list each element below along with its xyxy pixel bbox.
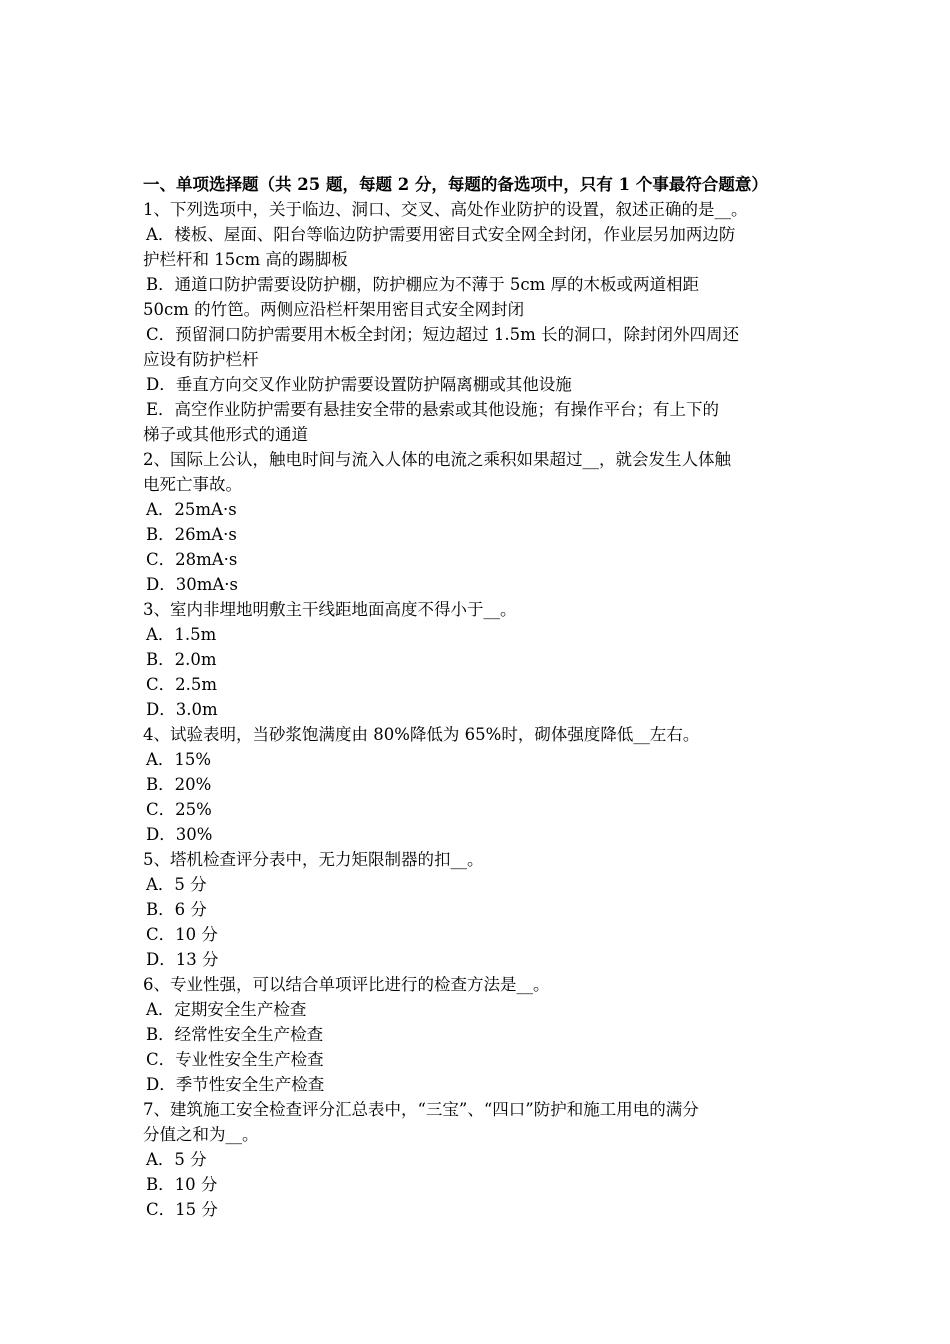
option-b: B．26mA·s [146, 525, 237, 544]
question-stem: 7、建筑施工安全检查评分汇总表中，“三宝”、“四口”防护和施工用电的满分 [143, 1100, 699, 1119]
option-c: C．2.5m [146, 675, 218, 694]
question-6 [143, 972, 811, 1097]
section-title: 一、单项选择题（共 25 题，每题 2 分，每题的备选项中，只有 1 个事最符合题意） [143, 175, 768, 194]
question-3 [143, 597, 811, 722]
option-c: C．25% [146, 800, 212, 819]
question-5 [143, 847, 811, 972]
option-a: A．定期安全生产检查 [146, 1000, 307, 1019]
option-c: C．15 分 [146, 1200, 218, 1219]
question-1 [143, 197, 811, 447]
document-page [143, 172, 811, 1222]
option-e: 梯子或其他形式的通道 [143, 425, 308, 444]
option-c: C．28mA·s [146, 550, 238, 569]
question-2 [143, 447, 811, 597]
question-stem: 5、塔机检查评分表中，无力矩限制器的扣__。 [143, 850, 484, 869]
question-stem: 电死亡事故。 [143, 475, 242, 494]
option-a: A．1.5m [146, 625, 217, 644]
option-a: A．15% [146, 750, 212, 769]
question-stem: 1、下列选项中，关于临边、洞口、交叉、高处作业防护的设置，叙述正确的是__。 [143, 200, 748, 219]
option-b: B．20% [146, 775, 212, 794]
option-c: C．10 分 [146, 925, 218, 944]
option-b: B．6 分 [146, 900, 207, 919]
option-d: D．3.0m [146, 700, 218, 719]
option-c: C．预留洞口防护需要用木板全封闭；短边超过 1.5m 长的洞口，除封闭外四周还 [146, 325, 740, 344]
option-a: A．5 分 [146, 875, 207, 894]
question-stem: 分值之和为__。 [143, 1125, 259, 1144]
option-b: B．通道口防护需要设防护棚，防护棚应为不薄于 5cm 厚的木板或两道相距 [146, 275, 699, 294]
option-d: D．季节性安全生产检查 [146, 1075, 325, 1094]
option-c: 应设有防护栏杆 [143, 350, 259, 369]
option-a: 护栏杆和 15cm 高的踢脚板 [143, 250, 348, 269]
question-7 [143, 1097, 811, 1222]
option-a: A．5 分 [146, 1150, 207, 1169]
option-d: D．30% [146, 825, 213, 844]
question-stem: 6、专业性强，可以结合单项评比进行的检查方法是__。 [143, 975, 550, 994]
option-a: A．25mA·s [146, 500, 237, 519]
option-a: A．楼板、屋面、阳台等临边防护需要用密目式安全网全封闭，作业层另加两边防 [146, 225, 736, 244]
option-d: D．30mA·s [146, 575, 238, 594]
question-4 [143, 722, 811, 847]
option-b: B．10 分 [146, 1175, 218, 1194]
option-d: D．垂直方向交叉作业防护需要设置防护隔离棚或其他设施 [146, 375, 572, 394]
option-b: B．经常性安全生产检查 [146, 1025, 324, 1044]
option-b: B．2.0m [146, 650, 217, 669]
option-d: D．13 分 [146, 950, 219, 969]
question-stem: 4、试验表明，当砂浆饱满度由 80%降低为 65%时，砌体强度降低__左右。 [143, 725, 700, 744]
option-b: 50cm 的竹笆。两侧应沿栏杆架用密目式安全网封闭 [143, 300, 525, 319]
question-stem: 2、国际上公认，触电时间与流入人体的电流之乘积如果超过__，就会发生人体触 [143, 450, 731, 469]
option-c: C．专业性安全生产检查 [146, 1050, 324, 1069]
option-e: E．高空作业防护需要有悬挂安全带的悬索或其他设施；有操作平台；有上下的 [146, 400, 720, 419]
question-stem: 3、室内非埋地明敷主干线距地面高度不得小于__。 [143, 600, 517, 619]
question-list [143, 197, 811, 1222]
